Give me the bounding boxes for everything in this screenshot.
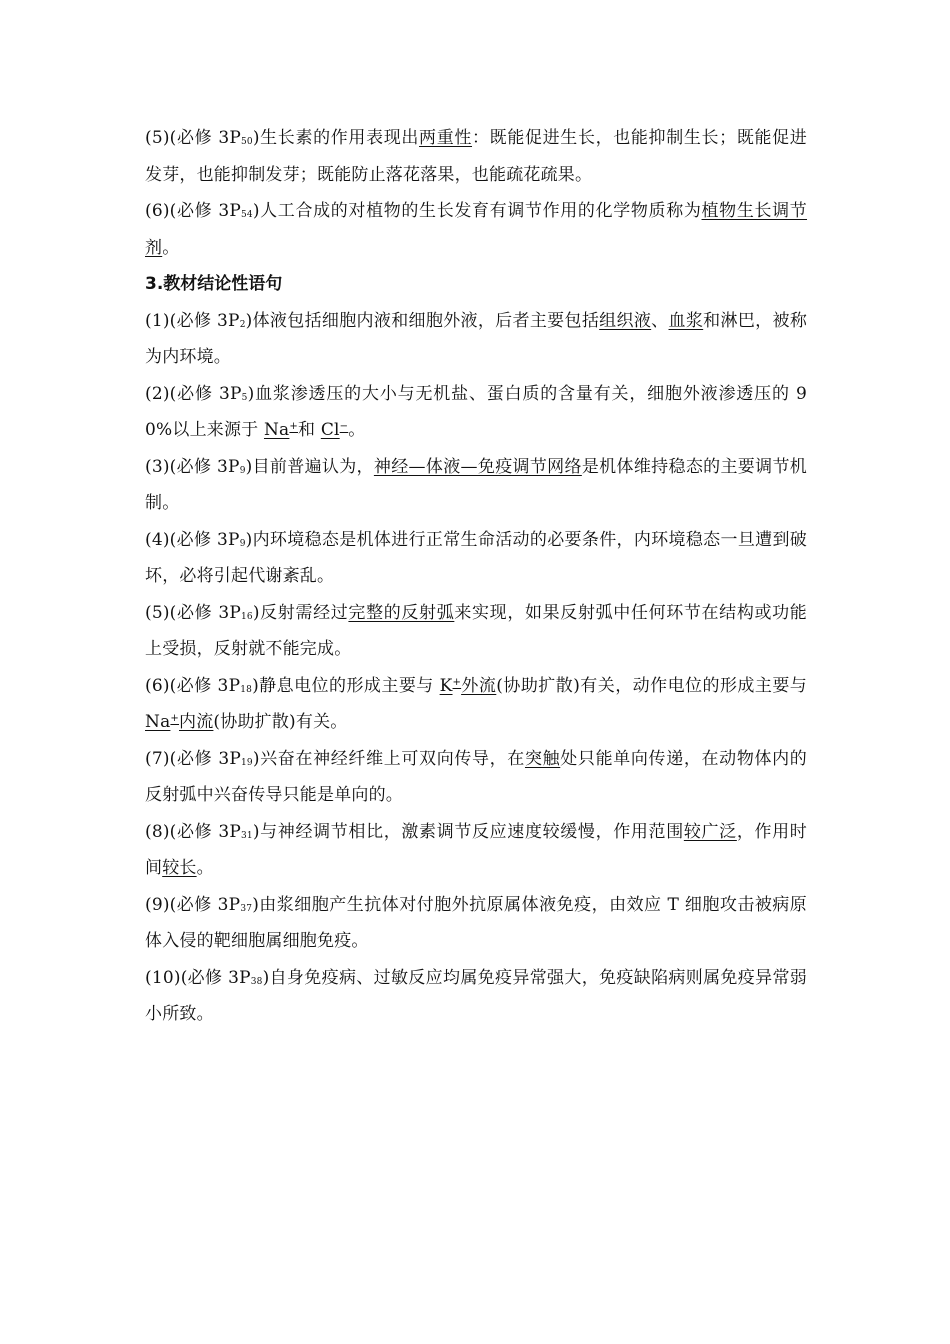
text-segment: )静息电位的形成主要与 — [252, 675, 440, 696]
list-item — [145, 303, 807, 376]
text-segment: 来实现，如果反射弧中任何环节在结构或功能上受损，反射就不能完成。 — [145, 602, 808, 659]
underlined-answer: 突触 — [524, 748, 561, 769]
text-segment: 和 — [298, 420, 321, 440]
text-segment: 是机体维持稳态的主要调节机制。 — [145, 456, 807, 513]
text-segment: 处只能单向传递，在动物体内的反射弧中兴奋传导只能是单向的。 — [145, 748, 807, 805]
text-segment: )反射需经过 — [252, 602, 349, 623]
text-segment: (协助扩散)有关，动作电位的形成主要与 — [496, 675, 808, 696]
text-segment: (10)(必修 3P — [145, 967, 251, 988]
text-segment: )由浆细胞产生抗体对付胞外抗原属体液免疫，由效应 T 细胞攻击被病原体入侵的靶细胞属细胞免疫。 — [145, 894, 808, 951]
text-segment: (6)(必修 3P — [145, 201, 241, 221]
underlined-answer: 内流 — [179, 712, 214, 732]
underlined-answer: Na — [145, 712, 171, 732]
page-subscript: 37 — [240, 903, 253, 914]
text-segment: (3)(必修 3P — [145, 456, 240, 477]
ion-charge-superscript: − — [339, 421, 349, 432]
page-subscript: 38 — [250, 976, 263, 987]
text-segment: )兴奋在神经纤维上可双向传导，在 — [252, 748, 525, 769]
text-segment: 。 — [162, 237, 180, 258]
text-segment: ：既能促进生长，也能抑制生长；既能促进发芽，也能抑制发芽；既能防止落花落果，也能疏花疏果。 — [145, 128, 807, 185]
text-segment: (4)(必修 3P — [145, 529, 240, 550]
list-item — [145, 193, 807, 266]
text-segment: ，作用时间 — [145, 821, 807, 878]
underlined-answer: 植物生长调节剂 — [145, 201, 808, 258]
page-subscript: 31 — [241, 830, 253, 841]
text-segment: )与神经调节相比，激素调节反应速度较缓慢，作用范围 — [252, 821, 684, 842]
text-segment: (1)(必修 3P — [145, 310, 240, 331]
list-item — [145, 814, 807, 887]
page-subscript: 5 — [241, 392, 248, 403]
text-segment: 和淋巴，被称为内环境。 — [145, 310, 808, 367]
underlined-answer: 外流 — [461, 675, 497, 696]
list-item — [145, 595, 807, 668]
text-segment: )人工合成的对植物的生长发育有调节作用的化学物质称为 — [252, 201, 702, 221]
text-segment: )自身免疫病、过敏反应均属免疫异常强大，免疫缺陷病则属免疫异常弱小所致。 — [145, 967, 807, 1024]
ion-charge-superscript: + — [452, 676, 462, 688]
text-segment: 。 — [196, 858, 214, 878]
underlined-answer: K — [439, 675, 453, 696]
text-segment: )生长素的作用表现出 — [252, 128, 420, 148]
page-subscript: 19 — [241, 757, 253, 768]
text-segment: (9)(必修 3P — [145, 894, 241, 915]
text-segment: )体液包括细胞内液和细胞外液，后者主要包括 — [245, 310, 600, 331]
underlined-answer: 完整的反射弧 — [348, 602, 455, 623]
underlined-answer: Na — [263, 420, 290, 440]
text-segment: 3.教材结论性语句 — [145, 274, 283, 294]
underlined-answer: 血浆 — [668, 310, 704, 331]
underlined-answer: 较长 — [162, 858, 197, 878]
list-item — [145, 668, 807, 741]
list-item — [145, 376, 807, 449]
page-subscript: 50 — [241, 137, 253, 147]
text-segment: (协助扩散)有关。 — [213, 712, 348, 732]
underlined-answer: Cl — [320, 420, 340, 440]
page-subscript: 54 — [241, 210, 253, 220]
section-heading — [145, 266, 807, 303]
text-segment: (7)(必修 3P — [145, 748, 241, 769]
text-segment: (5)(必修 3P — [145, 128, 241, 148]
ion-charge-superscript: + — [170, 713, 180, 724]
text-segment: (6)(必修 3P — [145, 675, 241, 696]
text-segment: 。 — [348, 420, 366, 440]
page-subscript: 16 — [241, 611, 253, 622]
text-segment: (5)(必修 3P — [145, 602, 241, 623]
page-subscript: 2 — [239, 319, 246, 330]
underlined-answer: 神经—体液—免疫调节网络 — [373, 456, 582, 477]
text-segment: )血浆渗透压的大小与无机盐、蛋白质的含量有关，细胞外液渗透压的 90%以上来源于 — [145, 383, 808, 440]
page-subscript: 9 — [239, 465, 246, 476]
list-item — [145, 449, 807, 522]
list-item — [145, 522, 807, 595]
underlined-answer: 组织液 — [599, 310, 652, 331]
text-segment: 、 — [651, 310, 669, 331]
text-segment: )目前普遍认为， — [245, 456, 374, 477]
list-item — [145, 120, 807, 193]
underlined-answer: 较广泛 — [683, 821, 737, 842]
text-segment: (8)(必修 3P — [145, 821, 241, 842]
text-segment: (2)(必修 3P — [145, 383, 242, 404]
ion-charge-superscript: + — [289, 421, 298, 432]
underlined-answer: 两重性 — [419, 128, 473, 148]
list-item — [145, 887, 807, 960]
list-item — [145, 741, 807, 814]
list-item — [145, 960, 807, 1033]
document-page — [145, 120, 807, 1033]
page-subscript: 9 — [239, 538, 246, 549]
page-subscript: 18 — [240, 684, 253, 695]
text-segment: )内环境稳态是机体进行正常生命活动的必要条件，内环境稳态一旦遭到破坏，必将引起代谢紊乱。 — [145, 529, 808, 586]
